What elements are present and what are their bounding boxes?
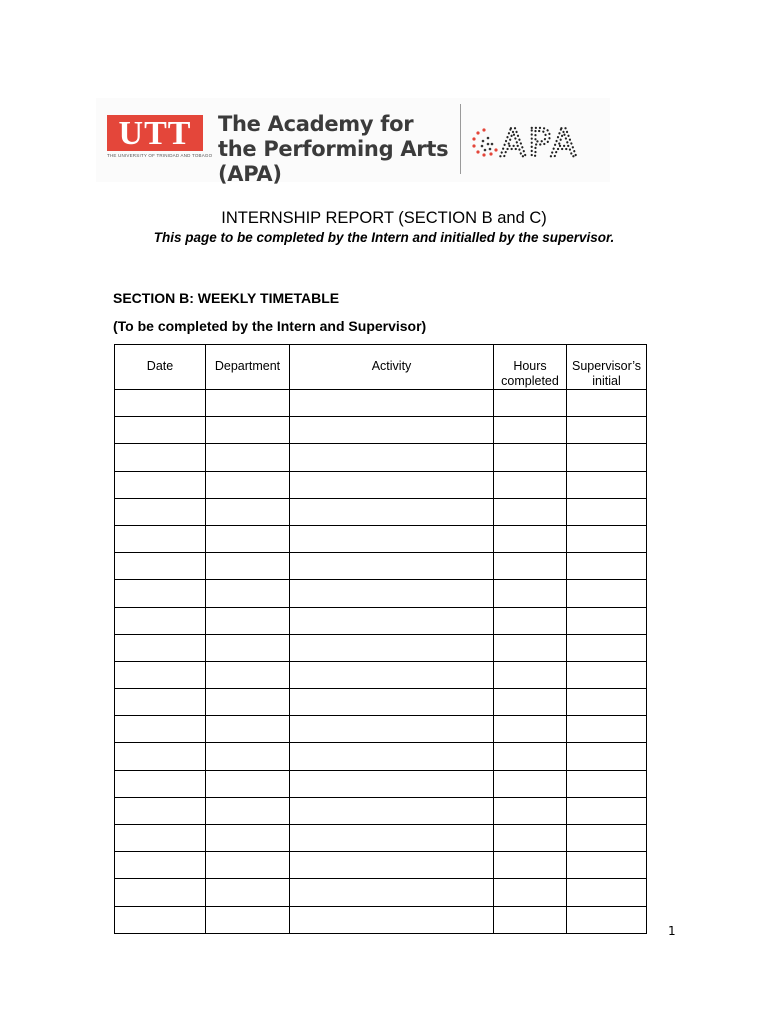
cell-supervisor-initial[interactable] — [567, 553, 647, 580]
table-row — [115, 498, 647, 525]
cell-activity[interactable] — [290, 498, 494, 525]
cell-activity[interactable] — [290, 553, 494, 580]
cell-date[interactable] — [115, 634, 206, 661]
cell-hours[interactable] — [494, 634, 567, 661]
cell-activity[interactable] — [290, 580, 494, 607]
cell-date[interactable] — [115, 471, 206, 498]
table-row — [115, 661, 647, 688]
cell-hours[interactable] — [494, 607, 567, 634]
cell-date[interactable] — [115, 689, 206, 716]
page-number: 1 — [668, 924, 676, 938]
cell-activity[interactable] — [290, 716, 494, 743]
table-row — [115, 852, 647, 879]
cell-activity[interactable] — [290, 390, 494, 417]
table-row — [115, 634, 647, 661]
header-hours-completed — [494, 345, 567, 390]
header-date: Date — [115, 345, 206, 390]
header-logos — [96, 98, 610, 186]
cell-hours[interactable] — [494, 525, 567, 552]
table-row — [115, 607, 647, 634]
cell-supervisor-initial[interactable] — [567, 634, 647, 661]
cell-department[interactable] — [206, 852, 290, 879]
cell-department[interactable] — [206, 797, 290, 824]
cell-supervisor-initial[interactable] — [567, 852, 647, 879]
report-subtitle: This page to be completed by the Intern and initialled by the supervisor. — [153, 230, 615, 245]
cell-date[interactable] — [115, 661, 206, 688]
cell-activity[interactable] — [290, 634, 494, 661]
cell-supervisor-initial[interactable] — [567, 498, 647, 525]
cell-hours[interactable] — [494, 444, 567, 471]
table-row — [115, 770, 647, 797]
cell-department[interactable] — [206, 390, 290, 417]
cell-department[interactable] — [206, 553, 290, 580]
cell-hours[interactable] — [494, 417, 567, 444]
header-activity: Activity — [290, 345, 494, 390]
cell-date[interactable] — [115, 716, 206, 743]
cell-date[interactable] — [115, 580, 206, 607]
cell-date[interactable] — [115, 879, 206, 906]
cell-department[interactable] — [206, 825, 290, 852]
cell-activity[interactable] — [290, 743, 494, 770]
cell-date[interactable] — [115, 852, 206, 879]
report-title: INTERNSHIP REPORT (SECTION B and C) — [221, 209, 547, 227]
cell-department[interactable] — [206, 525, 290, 552]
cell-supervisor-initial[interactable] — [567, 580, 647, 607]
cell-hours[interactable] — [494, 498, 567, 525]
cell-date[interactable] — [115, 825, 206, 852]
cell-activity[interactable] — [290, 825, 494, 852]
table-body — [115, 390, 647, 934]
table-row — [115, 797, 647, 824]
cell-supervisor-initial[interactable] — [567, 825, 647, 852]
utt-logo: UTT — [107, 115, 203, 151]
table-row — [115, 743, 647, 770]
cell-supervisor-initial[interactable] — [567, 444, 647, 471]
header-department: Department — [206, 345, 290, 390]
cell-hours[interactable] — [494, 906, 567, 933]
table-row — [115, 879, 647, 906]
cell-activity[interactable] — [290, 797, 494, 824]
cell-date[interactable] — [115, 444, 206, 471]
cell-activity[interactable] — [290, 525, 494, 552]
utt-tagline: THE UNIVERSITY OF TRINIDAD AND TOBAGO — [107, 153, 213, 158]
header-supervisor-initial — [567, 345, 647, 390]
cell-activity[interactable] — [290, 852, 494, 879]
cell-department[interactable] — [206, 879, 290, 906]
cell-activity[interactable] — [290, 770, 494, 797]
cell-department[interactable] — [206, 471, 290, 498]
table-row — [115, 444, 647, 471]
cell-department[interactable] — [206, 716, 290, 743]
cell-supervisor-initial[interactable] — [567, 689, 647, 716]
cell-department[interactable] — [206, 580, 290, 607]
cell-department[interactable] — [206, 906, 290, 933]
cell-date[interactable] — [115, 498, 206, 525]
section-note: (To be completed by the Intern and Supervisor) — [113, 318, 427, 334]
cell-hours[interactable] — [494, 390, 567, 417]
cell-department[interactable] — [206, 498, 290, 525]
cell-supervisor-initial[interactable] — [567, 797, 647, 824]
cell-activity[interactable] — [290, 661, 494, 688]
cell-supervisor-initial[interactable] — [567, 661, 647, 688]
table-row — [115, 553, 647, 580]
table-row — [115, 689, 647, 716]
cell-department[interactable] — [206, 634, 290, 661]
cell-hours[interactable] — [494, 553, 567, 580]
cell-date[interactable] — [115, 797, 206, 824]
cell-hours[interactable] — [494, 797, 567, 824]
cell-department[interactable] — [206, 417, 290, 444]
table-row — [115, 471, 647, 498]
section-heading: SECTION B: WEEKLY TIMETABLE — [113, 290, 340, 306]
cell-supervisor-initial[interactable] — [567, 471, 647, 498]
header-hours-completed-label: Hours completed — [501, 359, 559, 388]
logo-divider — [460, 104, 461, 174]
cell-hours[interactable] — [494, 743, 567, 770]
table-row — [115, 525, 647, 552]
table-header-row — [115, 345, 647, 390]
cell-date[interactable] — [115, 607, 206, 634]
cell-supervisor-initial[interactable] — [567, 879, 647, 906]
cell-activity[interactable] — [290, 607, 494, 634]
cell-activity[interactable] — [290, 444, 494, 471]
cell-date[interactable] — [115, 417, 206, 444]
cell-date[interactable] — [115, 390, 206, 417]
table-row — [115, 906, 647, 933]
apa-logo — [470, 116, 600, 166]
academy-name: The Academy for the Performing Arts (APA) — [218, 112, 449, 186]
cell-hours[interactable] — [494, 471, 567, 498]
apa-swirl-icon — [472, 128, 497, 156]
apa-logo-text: APA — [500, 121, 579, 165]
cell-activity[interactable] — [290, 689, 494, 716]
cell-date[interactable] — [115, 743, 206, 770]
weekly-timetable — [114, 344, 647, 934]
table-row — [115, 390, 647, 417]
cell-hours[interactable] — [494, 770, 567, 797]
cell-hours[interactable] — [494, 580, 567, 607]
cell-supervisor-initial[interactable] — [567, 417, 647, 444]
cell-supervisor-initial[interactable] — [567, 906, 647, 933]
cell-activity[interactable] — [290, 906, 494, 933]
cell-supervisor-initial[interactable] — [567, 525, 647, 552]
cell-department[interactable] — [206, 743, 290, 770]
cell-date[interactable] — [115, 770, 206, 797]
table-row — [115, 716, 647, 743]
cell-supervisor-initial[interactable] — [567, 770, 647, 797]
cell-hours[interactable] — [494, 716, 567, 743]
table-row — [115, 580, 647, 607]
cell-hours[interactable] — [494, 825, 567, 852]
cell-supervisor-initial[interactable] — [567, 716, 647, 743]
cell-department[interactable] — [206, 607, 290, 634]
cell-supervisor-initial[interactable] — [567, 390, 647, 417]
cell-activity[interactable] — [290, 879, 494, 906]
cell-department[interactable] — [206, 689, 290, 716]
header-supervisor-initial-label: Supervisor’s initial — [571, 359, 641, 388]
cell-date[interactable] — [115, 525, 206, 552]
cell-supervisor-initial[interactable] — [567, 743, 647, 770]
table-row — [115, 825, 647, 852]
cell-activity[interactable] — [290, 417, 494, 444]
cell-department[interactable] — [206, 661, 290, 688]
cell-hours[interactable] — [494, 879, 567, 906]
cell-supervisor-initial[interactable] — [567, 607, 647, 634]
cell-date[interactable] — [115, 553, 206, 580]
table-row — [115, 417, 647, 444]
cell-hours[interactable] — [494, 689, 567, 716]
cell-hours[interactable] — [494, 661, 567, 688]
cell-date[interactable] — [115, 906, 206, 933]
cell-activity[interactable] — [290, 471, 494, 498]
cell-department[interactable] — [206, 444, 290, 471]
cell-hours[interactable] — [494, 852, 567, 879]
cell-department[interactable] — [206, 770, 290, 797]
